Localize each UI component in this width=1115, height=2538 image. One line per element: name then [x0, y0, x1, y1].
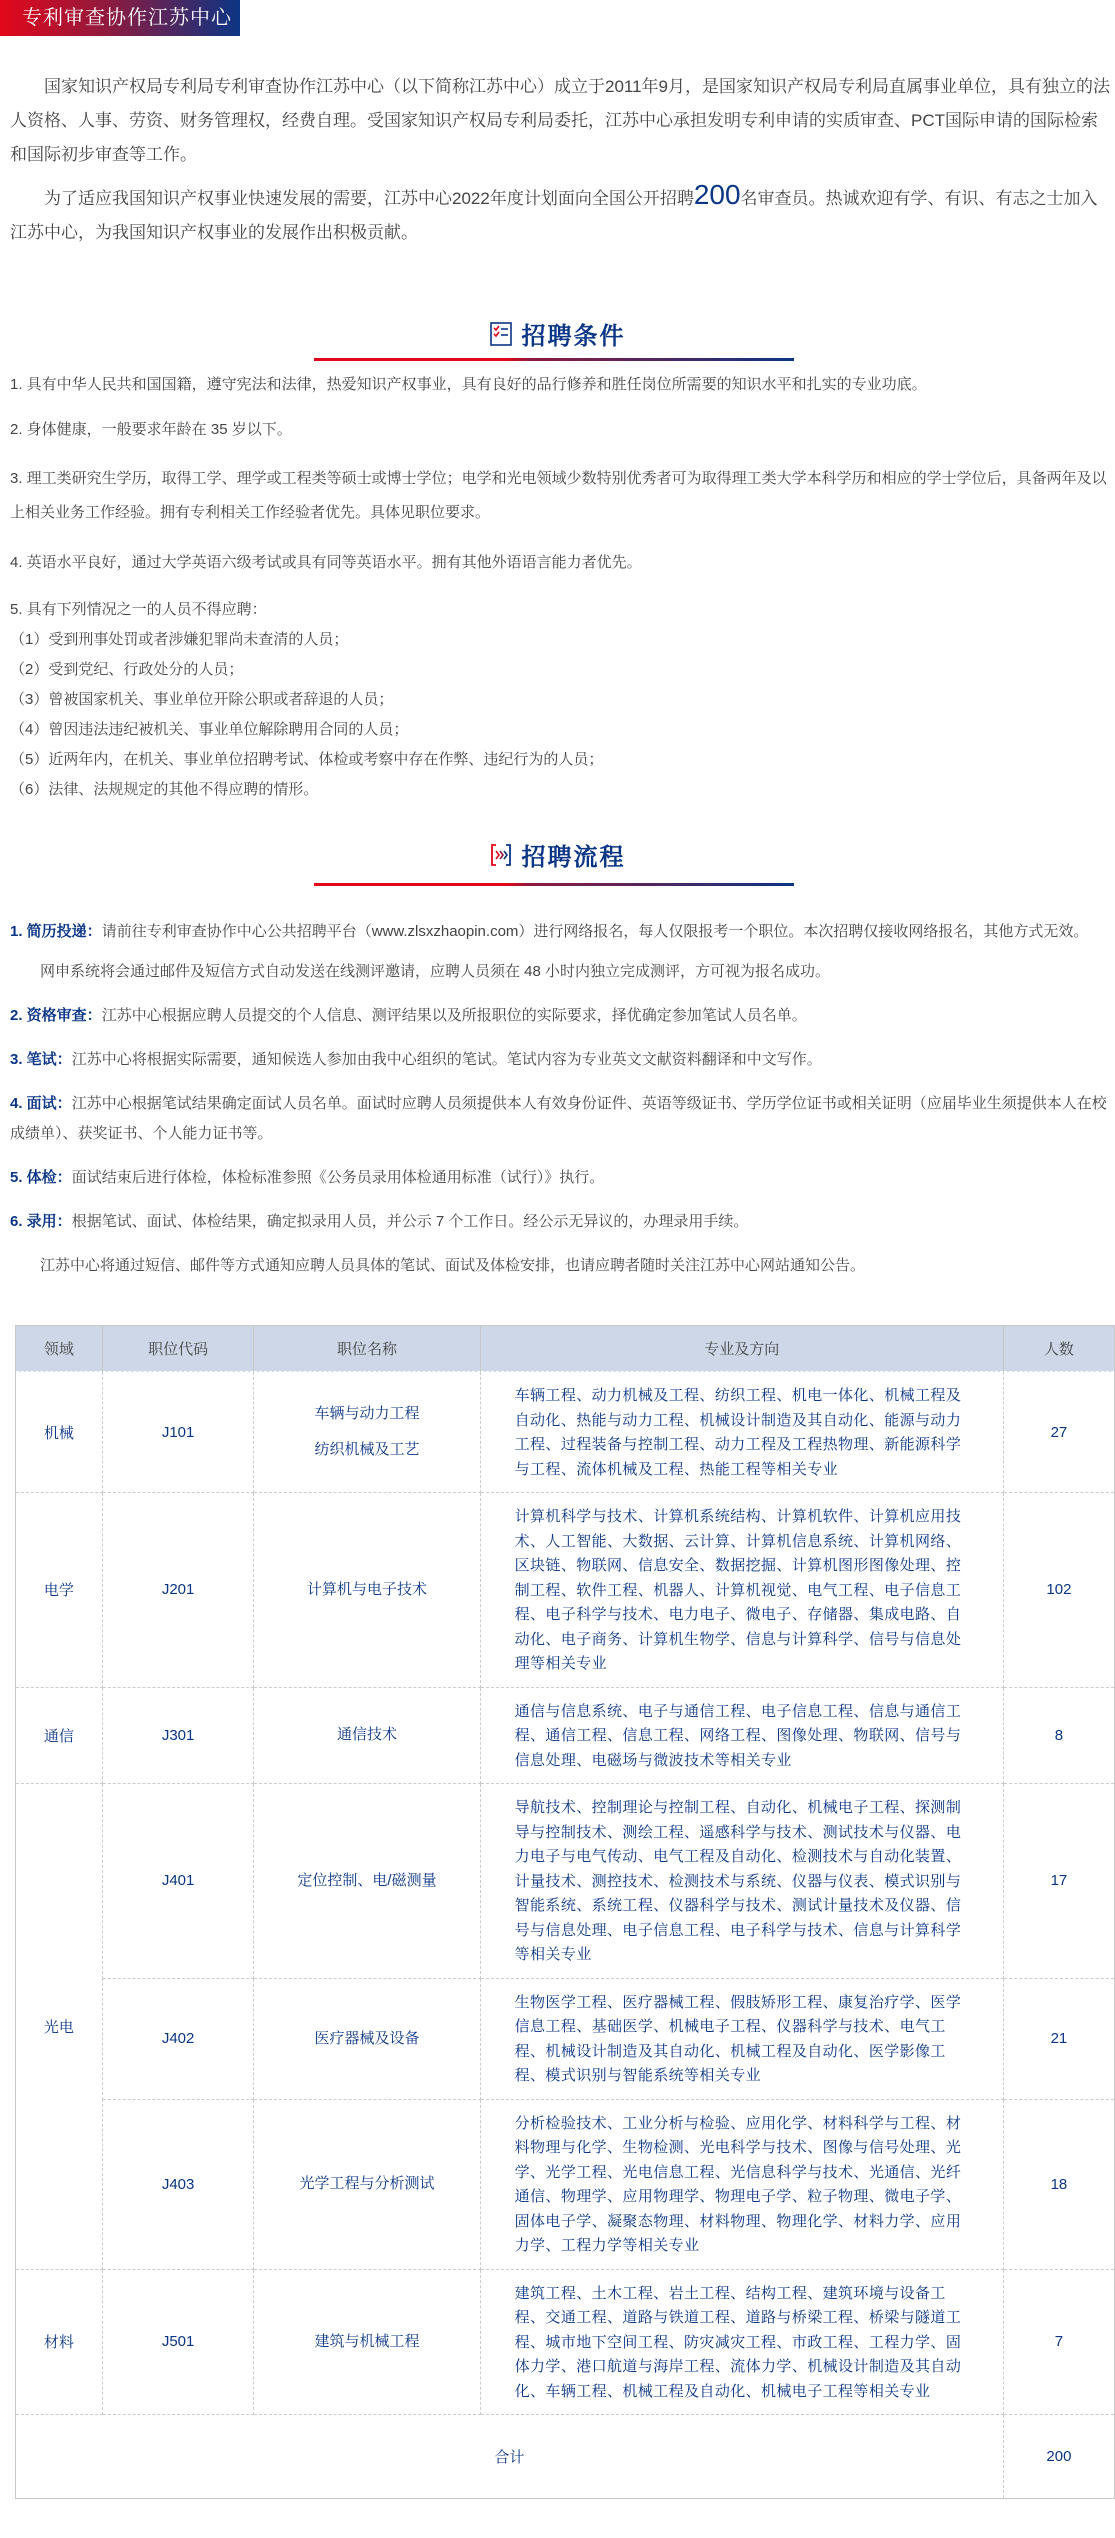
position-name: 车辆与动力工程: [314, 1405, 420, 1422]
section-divider: [314, 358, 794, 361]
cell-code: J201: [102, 1493, 254, 1688]
closing-note: 江苏中心将通过短信、邮件等方式通知应聘人员具体的笔试、面试及体检安排，也请应聘者随时关注江苏中心网站通知公告。: [40, 1257, 866, 1274]
cell-code: J403: [102, 2099, 254, 2269]
position-name: 医疗器械及设备: [314, 2029, 420, 2047]
table-row: [16, 1372, 1115, 1493]
process-step: [10, 1207, 1110, 1237]
table-row: [16, 1493, 1115, 1688]
position-name: 建筑与机械工程: [314, 2332, 420, 2350]
col-header-field: 领域: [16, 1326, 103, 1372]
step-label: 5. 体检：: [10, 1169, 72, 1186]
step-text: 请前往专利审查协作中心公共招聘平台（www.zlsxzhaopin.com）进行网络报名，每人仅限报考一个职位。本次招聘仅接收网络报名，其他方式无效。: [101, 923, 1089, 940]
exclusion-item: （1）受到刑事处罚或者涉嫌犯罪尚未查清的人员；: [10, 631, 349, 648]
position-name: 计算机与电子技术: [306, 1580, 427, 1598]
cell-count: 8: [1003, 1687, 1114, 1784]
condition-item: 2. 身体健康，一般要求年龄在 35 岁以下。: [10, 421, 292, 438]
cell-name: [254, 1493, 480, 1688]
step-label: 2. 资格审查：: [10, 1007, 102, 1024]
cell-code: J301: [102, 1687, 254, 1784]
exclusion-item: （5）近两年内，在机关、事业单位招聘考试、体检或考察中存在作弊、违纪行为的人员；: [10, 751, 604, 768]
process-step: [10, 1089, 1110, 1149]
position-name: 通信技术: [336, 1726, 397, 1744]
step-label: 4. 面试：: [10, 1095, 72, 1112]
section-divider: [314, 883, 794, 886]
cell-majors: 车辆工程、动力机械及工程、纺织工程、机电一体化、机械工程及自动化、热能与动力工程、机械设计制造及其自动化、能源与动力工程、过程装备与控制工程、动力工程及工程热物理、新能源科学与工程、流体机械及工程、热能工程等相关专业: [480, 1372, 1003, 1493]
section-conditions-header: [0, 316, 1115, 351]
cell-name: [254, 2099, 480, 2269]
process-step: [10, 917, 1110, 947]
condition-item: 5. 具有下列情况之一的人员不得应聘：: [10, 601, 267, 618]
condition-item: 1. 具有中华人民共和国国籍，遵守宪法和法律，热爱知识产权事业，具有良好的品行修养和胜任岗位所需要的知识水平和扎实的专业功底。: [10, 376, 927, 393]
step-label: 3. 笔试：: [10, 1051, 72, 1068]
col-header-name: 职位名称: [254, 1326, 480, 1372]
section-title-conditions: 招聘条件: [521, 323, 626, 350]
col-header-code: 职位代码: [102, 1326, 254, 1372]
table-total-row: [16, 2415, 1115, 2499]
col-header-count: 人数: [1003, 1326, 1114, 1372]
cell-code: J402: [102, 1978, 254, 2099]
cell-field: 电学: [16, 1493, 103, 1688]
cell-name: [254, 1784, 480, 1979]
cell-count: 102: [1003, 1493, 1114, 1688]
org-badge: 专利审查协作江苏中心: [0, 0, 240, 36]
cell-code: J401: [102, 1784, 254, 1979]
step-label: 6. 录用：: [10, 1213, 72, 1230]
cell-name: [254, 1978, 480, 2099]
cell-count: 18: [1003, 2099, 1114, 2269]
total-count: 200: [1003, 2415, 1114, 2499]
positions-table: [15, 1325, 1115, 2499]
step-text: 根据笔试、面试、体检结果，确定拟录用人员，并公示 7 个工作日。经公示无异议的，办理录用手续。: [71, 1213, 749, 1230]
intro-p2-before: 为了适应我国知识产权事业快速发展的需要，江苏中心2022年度计划面向全国公开招聘: [44, 189, 694, 208]
cell-code: J101: [102, 1372, 254, 1493]
table-row: [16, 2269, 1115, 2415]
cell-majors: 分析检验技术、工业分析与检验、应用化学、材料科学与工程、材料物理与化学、生物检测、光电科学与技术、图像与信号处理、光学、光学工程、光电信息工程、光信息科学与技术、光通信、光纤通信、物理学、应用物理学、物理电子学、粒子物理、微电子学、固体电子学、凝聚态物理、材料物理、物理化学、材料力学、应用力学、工程力学等相关专业: [480, 2099, 1003, 2269]
process-step: [10, 1045, 1110, 1075]
exclusion-list: [10, 625, 1110, 805]
cell-field: 光电: [16, 1784, 103, 2270]
cell-count: 17: [1003, 1784, 1114, 1979]
step-text: 江苏中心根据笔试结果确定面试人员名单。面试时应聘人员须提供本人有效身份证件、英语等级证书、学历学位证书或相关证明（应届毕业生须提供本人在校成绩单）、获奖证书、个人能力证书等。: [10, 1095, 1107, 1142]
total-label: 合计: [16, 2415, 1004, 2499]
table-row: [16, 1784, 1115, 1979]
cell-field: 通信: [16, 1687, 103, 1784]
cell-code: J501: [102, 2269, 254, 2415]
cell-name: [254, 1687, 480, 1784]
hiring-count: 200: [693, 179, 741, 210]
section-title-process: 招聘流程: [521, 844, 626, 871]
cell-majors: 计算机科学与技术、计算机系统结构、计算机软件、计算机应用技术、人工智能、大数据、云计算、计算机信息系统、计算机网络、区块链、物联网、信息安全、数据挖掘、计算机图形图像处理、控制工程、软件工程、机器人、计算机视觉、电气工程、电子信息工程、电子科学与技术、电力电子、微电子、存储器、集成电路、自动化、电子商务、计算机生物学、信息与计算科学、信号与信息处理等相关专业: [480, 1493, 1003, 1688]
intro-p2-after: 名审查员。热诚欢迎有学、有识、有志之士加入江苏中心，为我国知识产权事业的发展作出积极贡献。: [10, 189, 1098, 242]
col-header-majors: 专业及方向: [480, 1326, 1003, 1372]
table-header-row: [16, 1326, 1115, 1372]
cell-field: 机械: [16, 1372, 103, 1493]
cell-majors: 建筑工程、土木工程、岩土工程、结构工程、建筑环境与设备工程、交通工程、道路与铁道工程、道路与桥梁工程、桥梁与隧道工程、城市地下空间工程、防灾减灾工程、市政工程、工程力学、固体力学、港口航道与海岸工程、流体力学、机械设计制造及其自动化、车辆工程、机械工程及自动化、机械电子工程等相关专业: [480, 2269, 1003, 2415]
cell-majors: 通信与信息系统、电子与通信工程、电子信息工程、信息与通信工程、通信工程、信息工程、网络工程、图像处理、物联网、信号与信息处理、电磁场与微波技术等相关专业: [480, 1687, 1003, 1784]
table-row: [16, 1687, 1115, 1784]
step-text: 面试结束后进行体检，体检标准参照《公务员录用体检通用标准（试行）》执行。: [71, 1169, 605, 1186]
table-row: [16, 1978, 1115, 2099]
exclusion-item: （6）法律、法规规定的其他不得应聘的情形。: [10, 781, 319, 798]
cell-majors: 导航技术、控制理论与控制工程、自动化、机械电子工程、探测制导与控制技术、测绘工程、遥感科学与技术、测试技术与仪器、电力电子与电气传动、电气工程及自动化、检测技术与自动化装置、计量技术、测控技术、检测技术与系统、仪器与仪表、模式识别与智能系统、系统工程、仪器科学与技术、测试计量技术及仪器、信号与信息处理、电子信息工程、电子科学与技术、信息与计算科学等相关专业: [480, 1784, 1003, 1979]
position-name: 光学工程与分析测试: [299, 2175, 435, 2192]
position-name: 定位控制、电/磁测量: [297, 1871, 437, 1889]
cell-count: 21: [1003, 1978, 1114, 2099]
cell-name: [254, 2269, 480, 2415]
step-text: 江苏中心根据应聘人员提交的个人信息、测评结果以及所报职位的实际要求，择优确定参加笔试人员名单。: [101, 1007, 807, 1024]
exclusion-item: （2）受到党纪、行政处分的人员；: [10, 661, 244, 678]
exclusion-item: （3）曾被国家机关、事业单位开除公职或者辞退的人员；: [10, 691, 394, 708]
cell-majors: 生物医学工程、医疗器械工程、假肢矫形工程、康复治疗学、医学信息工程、基础医学、机械电子工程、仪器科学与技术、电气工程、机械设计制造及其自动化、机械工程及自动化、医学影像工程、模式识别与智能系统等相关专业: [480, 1978, 1003, 2099]
step-label: 1. 简历投递：: [10, 923, 102, 940]
conditions-list: [10, 372, 1110, 805]
chevrons-icon: [490, 843, 512, 867]
cell-count: 27: [1003, 1372, 1114, 1493]
step-note: 网申系统将会通过邮件及短信方式自动发送在线测评邀请，应聘人员须在 48 小时内独立完成测评，方可视为报名成功。: [40, 963, 831, 980]
intro-section: [10, 70, 1110, 250]
exclusion-item: （4）曾因违法违纪被机关、事业单位解除聘用合同的人员；: [10, 721, 409, 738]
section-process-header: [0, 837, 1115, 872]
cell-count: 7: [1003, 2269, 1114, 2415]
intro-paragraph-2: [10, 178, 1110, 250]
step-text: 江苏中心将根据实际需要，通知候选人参加由我中心组织的笔试。笔试内容为专业英文文献资料翻译和中文写作。: [71, 1051, 822, 1068]
position-name: 纺织机械及工艺: [314, 1441, 420, 1458]
process-step: [10, 1163, 1110, 1193]
checklist-icon: [490, 322, 512, 346]
process-step: [10, 1001, 1110, 1031]
table-row: [16, 2099, 1115, 2269]
cell-name: [254, 1372, 480, 1493]
condition-item: 4. 英语水平良好，通过大学英语六级考试或具有同等英语水平。拥有其他外语语言能力者优先。: [10, 554, 642, 571]
condition-item: 3. 理工类研究生学历，取得工学、理学或工程类等硕士或博士学位；电学和光电领域少数特别优秀者可为取得理工类大学本科学历和相应的学士学位后，具备两年及以上相关业务工作经验。拥有专利相关工作经验者优先。具体见职位要求。: [10, 470, 1107, 521]
intro-paragraph-1: 国家知识产权局专利局专利审查协作江苏中心（以下简称江苏中心）成立于2011年9月，是国家知识产权局专利局直属事业单位，具有独立的法人资格、人事、劳资、财务管理权，经费自理。受国家知识产权局专利局委托，江苏中心承担发明专利申请的实质审查、PCT国际申请的国际检索和国际初步审查等工作。: [10, 77, 1111, 164]
process-list: [10, 917, 1110, 1281]
cell-field: 材料: [16, 2269, 103, 2415]
